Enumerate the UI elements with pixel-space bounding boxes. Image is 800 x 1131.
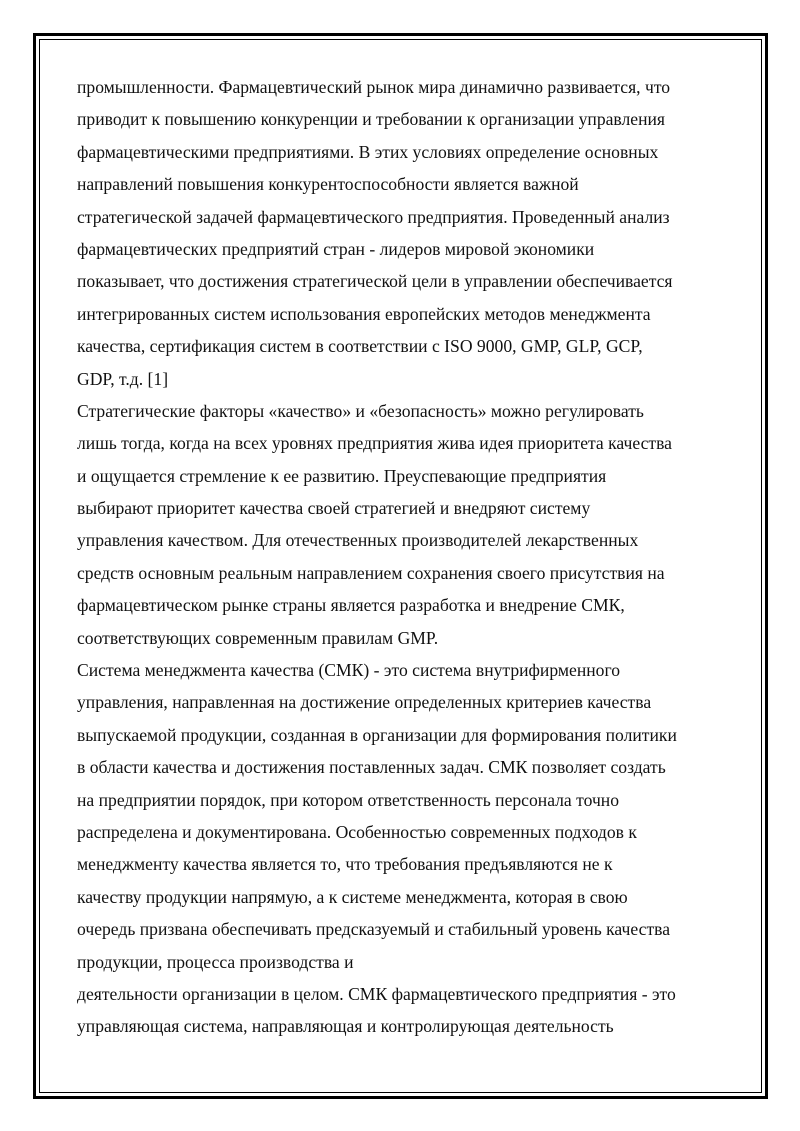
text-line: качества, сертификация систем в соответствии с ISO 9000, GMP, GLP, GCP, [77, 336, 643, 357]
text-line: Стратегические факторы «качество» и «безопасность» можно регулировать [77, 400, 644, 421]
text-line: и ощущается стремление к ее развитию. Преуспевающие предприятия [77, 465, 607, 486]
text-line: выпускаемой продукции, созданная в организации для формирования политики [77, 724, 677, 745]
text-line: выбирают приоритет качества своей стратегией и внедряют систему [77, 498, 591, 519]
text-line: фармацевтических предприятий стран - лидеров мировой экономики [77, 238, 595, 259]
text-line: интегрированных систем использования европейских методов менеджмента [77, 303, 651, 324]
text-line: фармацевтическими предприятиями. В этих условиях определение основных [77, 141, 659, 162]
text-line: GDP, т.д. [1] [77, 368, 169, 389]
text-line: приводит к повышению конкуренции и требовании к организации управления [77, 109, 666, 130]
text-line: на предприятии порядок, при котором ответственность персонала точно [77, 789, 620, 810]
text-line: стратегической задачей фармацевтического предприятия. Проведенный анализ [77, 206, 670, 227]
text-line: очередь призвана обеспечивать предсказуемый и стабильный уровень качества [77, 919, 671, 940]
text-line: лишь тогда, когда на всех уровнях предприятия жива идея приоритета качества [77, 433, 672, 454]
body-text [77, 71, 737, 1043]
text-line: менеджменту качества является то, что требования предъявляются не к [77, 854, 613, 875]
text-line: направлений повышения конкурентоспособности является важной [77, 174, 579, 195]
text-line: Система менеджмента качества (СМК) - это система внутрифирменного [77, 660, 621, 681]
text-line: показывает, что достижения стратегической цели в управлении обеспечивается [77, 271, 673, 292]
text-line: средств основным реальным направлением сохранения своего присутствия на [77, 562, 665, 583]
text-line: управления, направленная на достижение определенных критериев качества [77, 692, 652, 713]
text-line: фармацевтическом рынке страны является разработка и внедрение СМК, [77, 595, 625, 616]
text-line: управляющая система, направляющая и контролирующая деятельность [77, 1016, 614, 1037]
text-line: управления качеством. Для отечественных производителей лекарственных [77, 530, 639, 551]
text-line: качеству продукции напрямую, а к системе менеджмента, которая в свою [77, 886, 628, 907]
text-line: деятельности организации в целом. СМК фармацевтического предприятия - это [77, 983, 676, 1004]
text-line: соответствующих современным правилам GMP. [77, 627, 439, 648]
text-line: в области качества и достижения поставленных задач. СМК позволяет создать [77, 757, 666, 778]
text-line: распределена и документирована. Особенностью современных подходов к [77, 821, 637, 842]
text-line: промышленности. Фармацевтический рынок мира динамично развивается, что [77, 77, 671, 97]
text-line: продукции, процесса производства и [77, 951, 354, 972]
